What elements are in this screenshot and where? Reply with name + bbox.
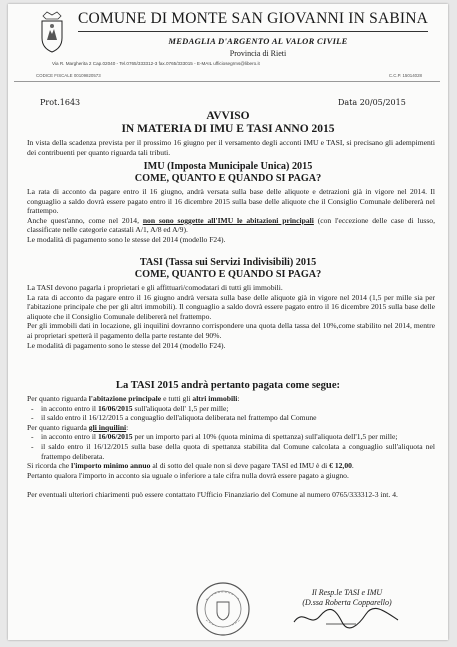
imu-paragraph-2 <box>27 216 435 235</box>
payment-heading: La TASI 2015 andrà pertanto pagata come segue: <box>115 380 341 391</box>
owner-intro <box>27 394 435 404</box>
fiscal-code: CODICE FISCALE 00109820573 <box>36 73 101 78</box>
tenant-intro <box>27 423 435 433</box>
tenant-list <box>27 432 435 461</box>
list-item <box>41 432 435 442</box>
minimum-d: € 12,00 <box>329 461 352 471</box>
tenant-intro-c: : <box>126 422 129 432</box>
minimum-a: Si ricorda che <box>27 461 70 471</box>
handwritten-signature <box>286 604 406 630</box>
header-rule <box>78 31 428 32</box>
minimum-consequence: Pertanto qualora l'importo in acconto sia uguale o inferiore a tale cifra nulla dovrà essere pagato a giugno. <box>27 470 349 480</box>
postal-account: C.C.P. 15014028 <box>388 73 422 78</box>
tenant-item1-c: per un importo pari al 10% (quota minima di spettanza) sull'aliquota dell'1,5 per mille; <box>134 432 398 442</box>
tasi-heading-line2: COME, QUANTO E QUANDO SI PAGA? <box>134 269 322 280</box>
owner-item1-a: in acconto entro il <box>41 403 97 413</box>
tenant-item1-b: 16/06/2015 <box>97 432 133 442</box>
list-item: - il saldo entro il 16/12/2015 sulla base della quota di spettanza stabilita dal Comune calcolata a conguaglio sull'aliquota nel frattempo deliberata. <box>41 442 435 461</box>
minimum-b: l'importo minimo annuo <box>71 461 151 471</box>
imu-p2-start: Anche quest'anno, come nel 2014, <box>27 215 139 225</box>
coat-of-arms-icon <box>38 10 66 54</box>
header-divider <box>14 81 440 82</box>
imu-heading <box>8 161 448 185</box>
tasi-paragraph-1: La TASI devono pagarla i proprietari e gli affittuari/comodatari di tutti gli immobili. <box>27 283 283 292</box>
owner-intro-e: : <box>237 394 240 403</box>
payment-section <box>27 394 435 500</box>
minimum-amount-note <box>27 461 435 471</box>
owner-item1-b: 16/06/2015 <box>97 403 133 413</box>
imu-paragraph-3: Le modalità di pagamento sono le stesse del 2014 (modello F24). <box>27 234 226 244</box>
document-date: Data 20/05/2015 <box>338 98 406 107</box>
notice-title <box>8 110 448 136</box>
tenant-item1-a: in acconto entro il <box>41 432 97 442</box>
imu-paragraph-1: La rata di acconto da pagare entro il 16 giugno, andrà versata sulla base delle aliquote e detrazioni già in vigore nel 2014. Il conguaglio a saldo dovrà essere pagato entro il 16 dicembre 2015 sulla base delle aliquote che il Consiglio Comunale delibererà nel frattempo. <box>27 187 435 216</box>
tasi-paragraph-3: Per gli immobili dati in locazione, gli inquilini dovranno corrispondere una quota della tassa del 10%,come stabilito nel 2014, mentre ai proprietari spetterà il pagamento della parte restante del 90%. <box>27 321 435 340</box>
imu-heading-line2: COME, QUANTO E QUANDO SI PAGA? <box>134 173 322 184</box>
owner-intro-d: altri immobili <box>192 394 238 403</box>
spacer <box>27 480 435 490</box>
notice-title-line2: IN MATERIA DI IMU E TASI ANNO 2015 <box>121 123 335 135</box>
tenant-intro-b: gli inquilini <box>88 422 127 432</box>
list-item <box>41 404 435 414</box>
minimum-e: . <box>351 461 354 471</box>
signature-name: (D.ssa Roberta Copparello) <box>302 598 392 607</box>
tasi-heading-line1: TASI (Tassa sui Servizi Indivisibili) 2015 <box>139 257 317 268</box>
owner-intro-a: Per quanto riguarda <box>27 394 87 403</box>
address-line: Via R. Margherita 2 Cap.02040 - Tel.0765/333312-3 fax.0765/333015 - E-MAIL ufficiosegrms@libero.it <box>52 61 260 66</box>
municipal-seal-stamp <box>194 580 252 638</box>
intro-paragraph: In vista della scadenza prevista per il prossimo 16 giugno per il versamento degli acconti IMU e TASI, si precisano gli adempimenti dei contribuenti per quanto riguarda tali tributi. <box>27 138 435 157</box>
protocol-number: Prot.1643 <box>40 98 81 107</box>
contact-paragraph: Per eventuali ulteriori chiarimenti può essere contattato l'Ufficio Finanziario del Comune al numero 0765/333312-3 int. 4. <box>27 490 398 500</box>
tasi-section <box>27 283 435 350</box>
minimum-c: al di sotto del quale non si deve pagare TASI ed IMU è di <box>152 461 328 471</box>
document-page <box>8 4 448 640</box>
tasi-heading <box>8 257 448 281</box>
imu-section <box>27 187 435 245</box>
notice-title-line1: AVVISO <box>206 110 250 122</box>
province-label: Provincia di Rieti <box>229 49 287 58</box>
medal-subtitle: MEDAGLIA D'ARGENTO AL VALOR CIVILE <box>168 36 348 46</box>
tenant-intro-a: Per quanto riguarda <box>27 422 87 432</box>
tasi-paragraph-4: Le modalità di pagamento sono le stesse del 2014 (modello F24). <box>27 340 226 350</box>
tasi-paragraph-2: La rata di acconto da pagare entro il 16 giugno andrà versata sulla base delle aliquote già in vigore nel 2014 (1,5 per mille sia per l'abitazione principale che per gli altri immobili). Il conguaglio a saldo dovrà essere pagato entro il 16 dicembre 2015 sulla base delle aliquote che il Consiglio Comunale delibererà nel frattempo. <box>27 292 435 321</box>
signature-role: Il Resp.le TASI e IMU <box>311 588 383 597</box>
owner-item1-c: sull'aliquota dell' 1,5 per mille; <box>134 403 229 413</box>
owner-intro-c: e tutti gli <box>163 394 191 403</box>
imu-heading-line1: IMU (Imposta Municipale Unica) 2015 <box>143 161 313 172</box>
owner-list <box>27 404 435 423</box>
list-item: - il saldo entro il 16/12/2015 a conguaglio dell'aliquota deliberata nel frattempo dal Comune <box>41 413 435 423</box>
owner-intro-b: l'abitazione principale <box>88 394 162 403</box>
header-subline <box>16 73 436 81</box>
municipality-title: COMUNE DI MONTE SAN GIOVANNI IN SABINA <box>78 10 429 27</box>
imu-p2-end: (con l'eccezione delle case di lusso, classificate nelle categorie catastali A/1, A/8 ed A/9). <box>27 215 435 235</box>
imu-p2-emphasis: non sono soggette all'IMU le abitazioni principali <box>142 215 314 225</box>
